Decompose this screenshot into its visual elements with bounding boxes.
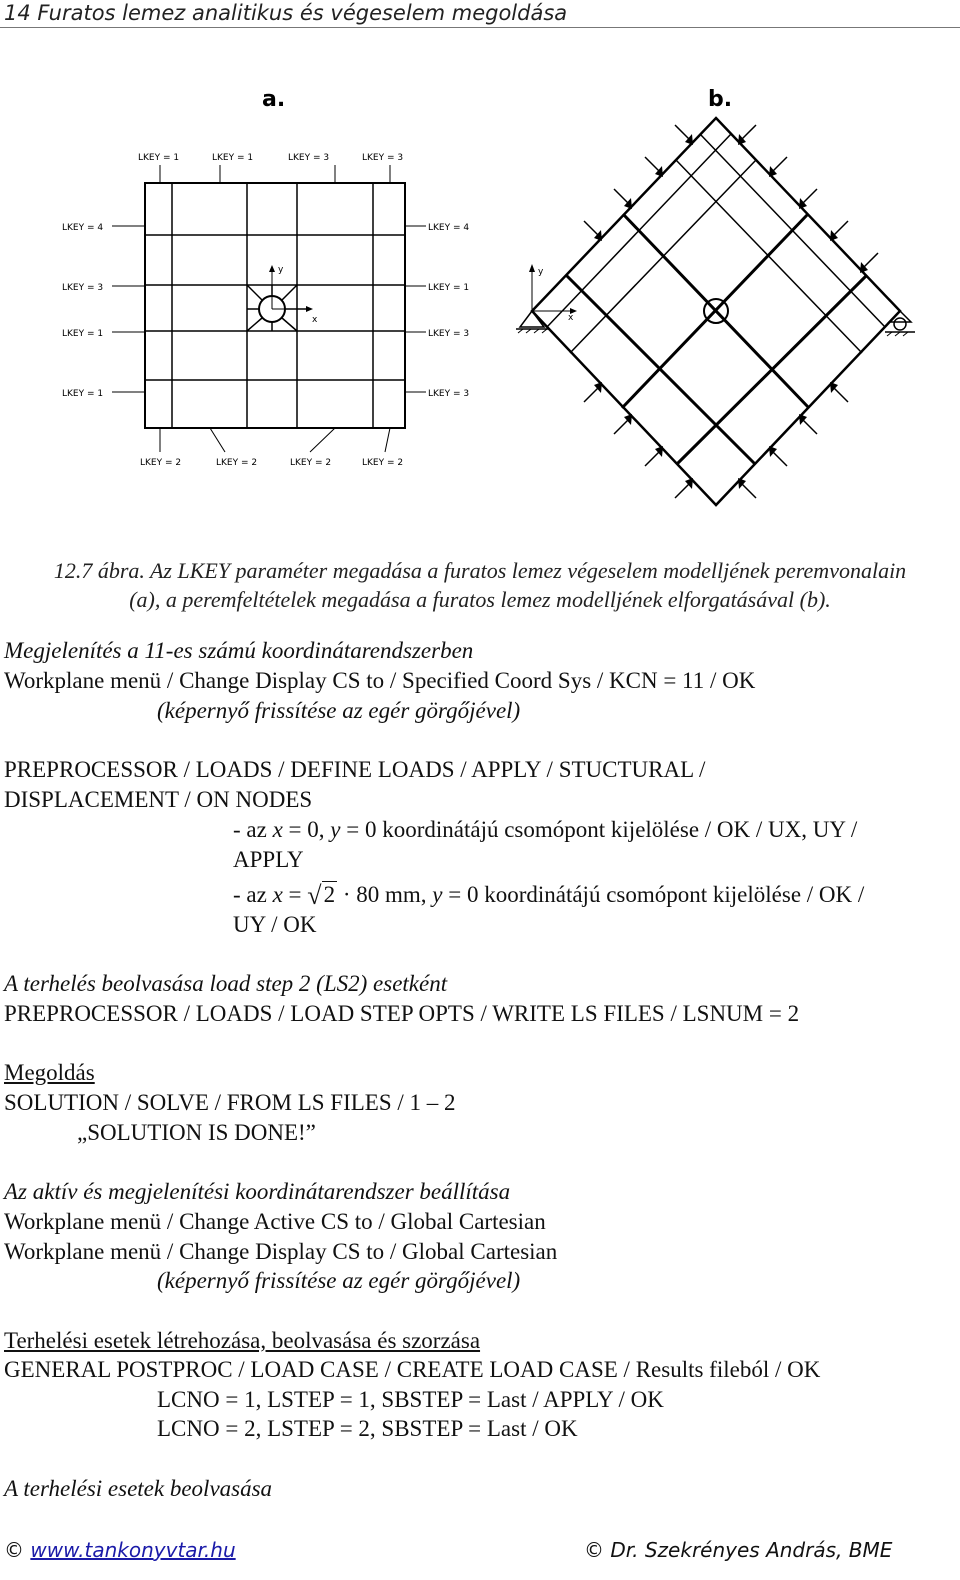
lkey-left-4: LKEY = 1 [62, 389, 104, 399]
figure-caption-line-1: 12.7 ábra. Az LKEY paraméter megadása a furatos lemez végeselem modelljének peremvonalain [53, 558, 907, 583]
section-heading-cs-setting: Az aktív és megjelenítési koordinátarendszer beállítása [4, 1179, 511, 1204]
instruction-line [233, 815, 857, 845]
text-fragment: = 0, [282, 817, 331, 842]
instruction-line: PREPROCESSOR / LOADS / LOAD STEP OPTS / WRITE LS FILES / LSNUM = 2 [4, 1001, 800, 1026]
note-line: (képernyő frissítése az egér görgőjével) [157, 698, 521, 723]
axis-y-label-b: y [538, 267, 544, 277]
footer-left [4, 1536, 236, 1564]
lkey-top-3: LKEY = 3 [288, 153, 330, 163]
lkey-bottom-3: LKEY = 2 [290, 458, 332, 468]
instruction-line: DISPLACEMENT / ON NODES [4, 787, 313, 812]
page-number: 14 [4, 1, 31, 25]
var-x: x [272, 817, 283, 842]
instruction-line: LCNO = 2, LSTEP = 2, SBSTEP = Last / OK [157, 1416, 578, 1441]
instruction-line: LCNO = 1, LSTEP = 1, SBSTEP = Last / APPLY / OK [157, 1387, 664, 1412]
section-heading-display-cs: Megjelenítés a 11-es számú koordinátarendszerben [4, 638, 474, 663]
axis-y-label-a: y [278, 265, 284, 275]
lkey-top-1: LKEY = 1 [138, 153, 180, 163]
var-y: y [330, 817, 341, 842]
plate-a-outline [145, 183, 405, 428]
instruction-line: APPLY [233, 847, 304, 872]
lkey-left-3: LKEY = 1 [62, 329, 104, 339]
lkey-bottom-1: LKEY = 2 [140, 458, 182, 468]
text-fragment: · 80 mm, [337, 882, 433, 907]
axis-x-label-b: x [568, 313, 574, 323]
copyright-symbol: © [584, 1538, 604, 1562]
copyright-symbol: © [4, 1538, 24, 1562]
lkey-bottom-2: LKEY = 2 [216, 458, 258, 468]
status-line: „SOLUTION IS DONE!” [77, 1120, 316, 1145]
lkey-right-2: LKEY = 1 [428, 283, 470, 293]
text-fragment: = 0 koordinátájú csomópont kijelölése / OK / UX, UY / [340, 817, 858, 842]
label-b: b. [708, 87, 733, 112]
instruction-line: Workplane menü / Change Active CS to / Global Cartesian [4, 1209, 546, 1234]
instruction-line: GENERAL POSTPROC / LOAD CASE / CREATE LOAD CASE / Results fileból / OK [4, 1357, 821, 1382]
instruction-line: PREPROCESSOR / LOADS / DEFINE LOADS / APPLY / STUCTURAL / [4, 757, 706, 782]
figure-caption-line-2: (a), a peremfeltételek megadása a furatos lemez modelljének elforgatásával (b). [129, 587, 831, 612]
text-fragment: - az [233, 817, 273, 842]
lkey-left-1: LKEY = 4 [62, 223, 104, 233]
text-fragment: - az [233, 882, 273, 907]
text-fragment: = 0 koordinátájú csomópont kijelölése / OK / [442, 882, 865, 907]
right-roller-support [894, 318, 906, 330]
footer-right [584, 1536, 892, 1564]
section-heading-load-cases: Terhelési esetek létrehozása, beolvasása és szorzása [4, 1328, 481, 1353]
lkey-top-2: LKEY = 1 [212, 153, 254, 163]
sqrt-radicand: 2 [323, 882, 336, 907]
lkey-bottom-4: LKEY = 2 [362, 458, 404, 468]
section-heading-load-step: A terhelés beolvasása load step 2 (LS2) esetként [4, 971, 448, 996]
section-heading-solution: Megoldás [4, 1060, 95, 1085]
text-fragment: = [282, 882, 308, 907]
instruction-line [233, 880, 864, 910]
figure-a [62, 87, 469, 468]
lkey-top-4: LKEY = 3 [362, 153, 404, 163]
footer-link[interactable]: www.tankonyvtar.hu [30, 1538, 236, 1562]
lkey-right-4: LKEY = 3 [428, 389, 470, 399]
instruction-line: UY / OK [233, 912, 317, 937]
sqrt-sign: √ [307, 881, 322, 910]
chapter-title: Furatos lemez analitikus és végeselem megoldása [37, 1, 568, 25]
section-heading-read-load-cases: A terhelési esetek beolvasása [4, 1476, 273, 1501]
var-x: x [272, 882, 283, 907]
axis-x-label-a: x [312, 315, 318, 325]
instruction-line: SOLUTION / SOLVE / FROM LS FILES / 1 – 2 [4, 1090, 456, 1115]
lkey-right-3: LKEY = 3 [428, 329, 470, 339]
instruction-line: Workplane menü / Change Display CS to / Specified Coord Sys / KCN = 11 / OK [4, 668, 756, 693]
figure-b [516, 87, 915, 505]
figure-12-7 [0, 0, 960, 530]
lkey-left-2: LKEY = 3 [62, 283, 104, 293]
lkey-right-1: LKEY = 4 [428, 223, 470, 233]
label-a: a. [262, 87, 286, 112]
note-line: (képernyő frissítése az egér görgőjével) [157, 1268, 521, 1293]
instruction-line: Workplane menü / Change Display CS to / Global Cartesian [4, 1239, 558, 1264]
var-y: y [432, 882, 443, 907]
footer-author: Dr. Szekrényes András, BME [610, 1538, 893, 1562]
